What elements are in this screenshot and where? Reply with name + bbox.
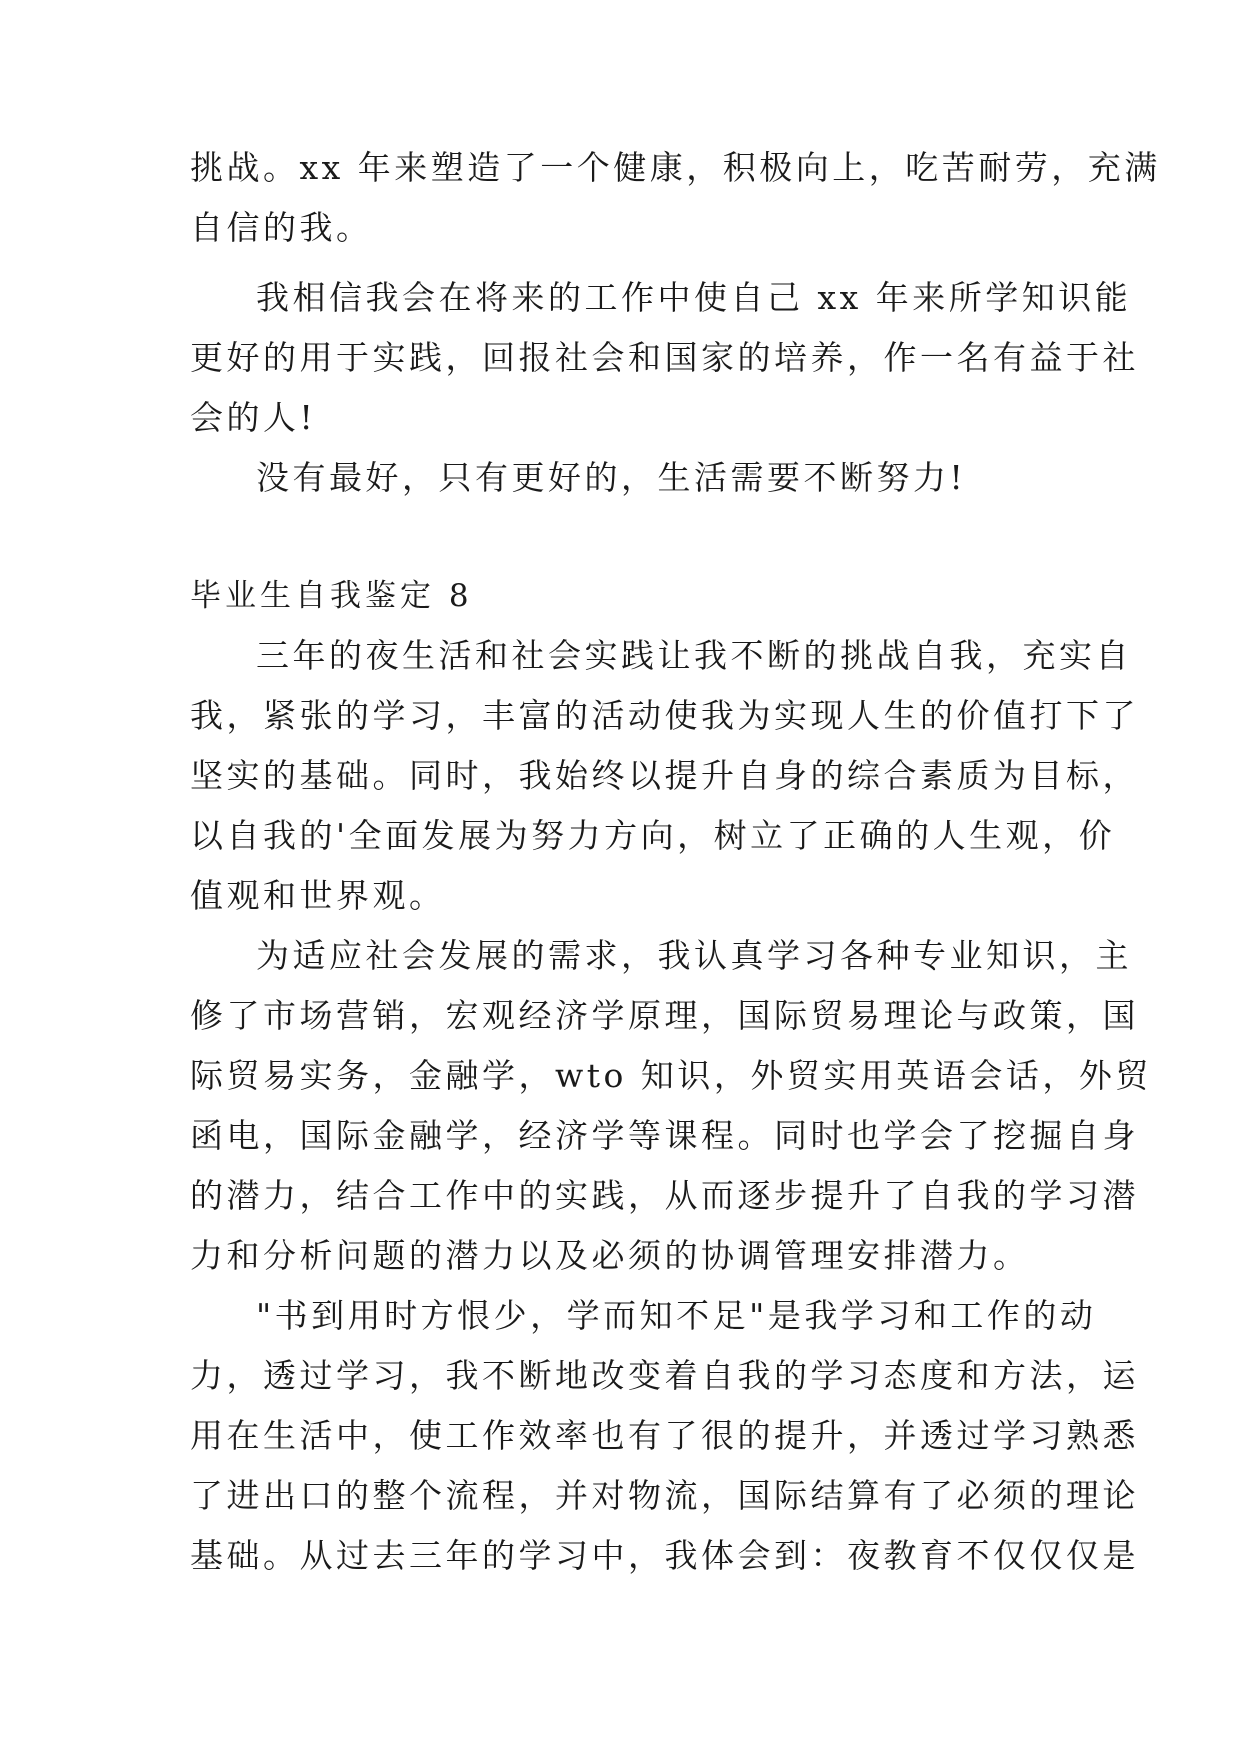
paragraph-line: 函电，国际金融学，经济学等课程。同时也学会了挖掘自身 xyxy=(190,1116,1139,1155)
paragraph-line: 修了市场营销，宏观经济学原理，国际贸易理论与政策，国 xyxy=(190,996,1139,1035)
paragraph-line: 没有最好，只有更好的，生活需要不断努力! xyxy=(256,458,967,497)
paragraph-line: 坚实的基础。同时，我始终以提升自身的综合素质为目标， xyxy=(190,756,1139,795)
paragraph-line: 际贸易实务，金融学，wto 知识，外贸实用英语会话，外贸 xyxy=(190,1056,1152,1095)
paragraph-line: 力，透过学习，我不断地改变着自我的学习态度和方法，运 xyxy=(190,1356,1139,1395)
paragraph-line: 基础。从过去三年的学习中，我体会到：夜教育不仅仅仅是 xyxy=(190,1536,1139,1575)
paragraph-line: 挑战。xx 年来塑造了一个健康，积极向上，吃苦耐劳，充满 xyxy=(190,148,1161,187)
paragraph-line: 力和分析问题的潜力以及必须的协调管理安排潜力。 xyxy=(190,1236,1030,1275)
paragraph-line: 我相信我会在将来的工作中使自己 xx 年来所学知识能 xyxy=(256,278,1132,317)
paragraph-line: 为适应社会发展的需求，我认真学习各种专业知识，主 xyxy=(256,936,1132,975)
paragraph-line: 自信的我。 xyxy=(190,208,373,247)
paragraph-line: 我，紧张的学习，丰富的活动使我为实现人生的价值打下了 xyxy=(190,696,1139,735)
section-heading: 毕业生自我鉴定 8 xyxy=(190,578,473,614)
paragraph-line: 会的人! xyxy=(190,398,317,437)
paragraph-line: 三年的夜生活和社会实践让我不断的挑战自我，充实自 xyxy=(256,636,1132,675)
paragraph-line: 值观和世界观。 xyxy=(190,876,446,915)
paragraph-line: "书到用时方恨少，学而知不足"是我学习和工作的动 xyxy=(256,1296,1097,1335)
paragraph-line: 以自我的'全面发展为努力方向，树立了正确的人生观，价 xyxy=(190,816,1116,855)
paragraph-line: 用在生活中，使工作效率也有了很的提升，并透过学习熟悉 xyxy=(190,1416,1139,1455)
paragraph-line: 的潜力，结合工作中的实践，从而逐步提升了自我的学习潜 xyxy=(190,1176,1139,1215)
paragraph-line: 了进出口的整个流程，并对物流，国际结算有了必须的理论 xyxy=(190,1476,1139,1515)
paragraph-line: 更好的用于实践，回报社会和国家的培养，作一名有益于社 xyxy=(190,338,1139,377)
